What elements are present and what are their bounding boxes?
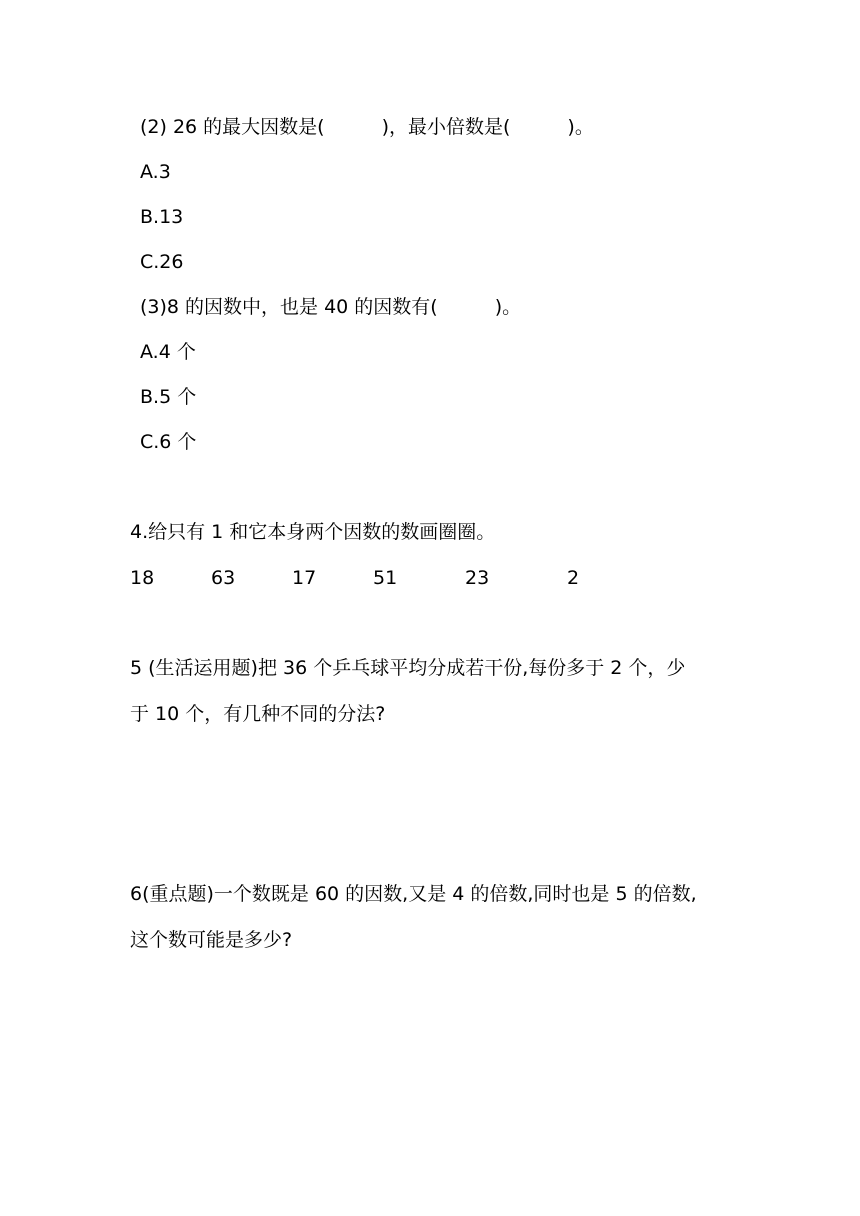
q3-sub2-option-c: C.26 — [140, 251, 184, 273]
q3-sub2-option-b: B.13 — [140, 206, 184, 228]
q3-sub3-stem: (3)8 的因数中，也是 40 的因数有( )。 — [140, 296, 522, 318]
q5-line-1: 5 (生活运用题)把 36 个乒乓球平均分成若干份,每份多于 2 个，少 — [130, 657, 686, 679]
q3-sub3-option-c: C.6 个 — [140, 431, 197, 453]
q4-stem: 4.给只有 1 和它本身两个因数的数画圈圈。 — [130, 521, 496, 543]
q4-number: 2 — [567, 567, 580, 589]
q4-number: 23 — [465, 567, 490, 589]
q4-number: 51 — [373, 567, 398, 589]
q3-sub3-option-b: B.5 个 — [140, 386, 197, 408]
q4-number: 17 — [292, 567, 317, 589]
q3-sub2-option-a: A.3 — [140, 161, 171, 183]
q4-number: 18 — [130, 567, 155, 589]
q3-sub3-option-a: A.4 个 — [140, 341, 196, 363]
q4-number: 63 — [211, 567, 236, 589]
q3-sub2-stem: (2) 26 的最大因数是( )，最小倍数是( )。 — [140, 116, 594, 138]
q6-line-1: 6(重点题)一个数既是 60 的因数,又是 4 的倍数,同时也是 5 的倍数, — [130, 883, 697, 905]
q6-line-2: 这个数可能是多少? — [130, 929, 293, 951]
q5-line-2: 于 10 个，有几种不同的分法? — [130, 703, 386, 725]
